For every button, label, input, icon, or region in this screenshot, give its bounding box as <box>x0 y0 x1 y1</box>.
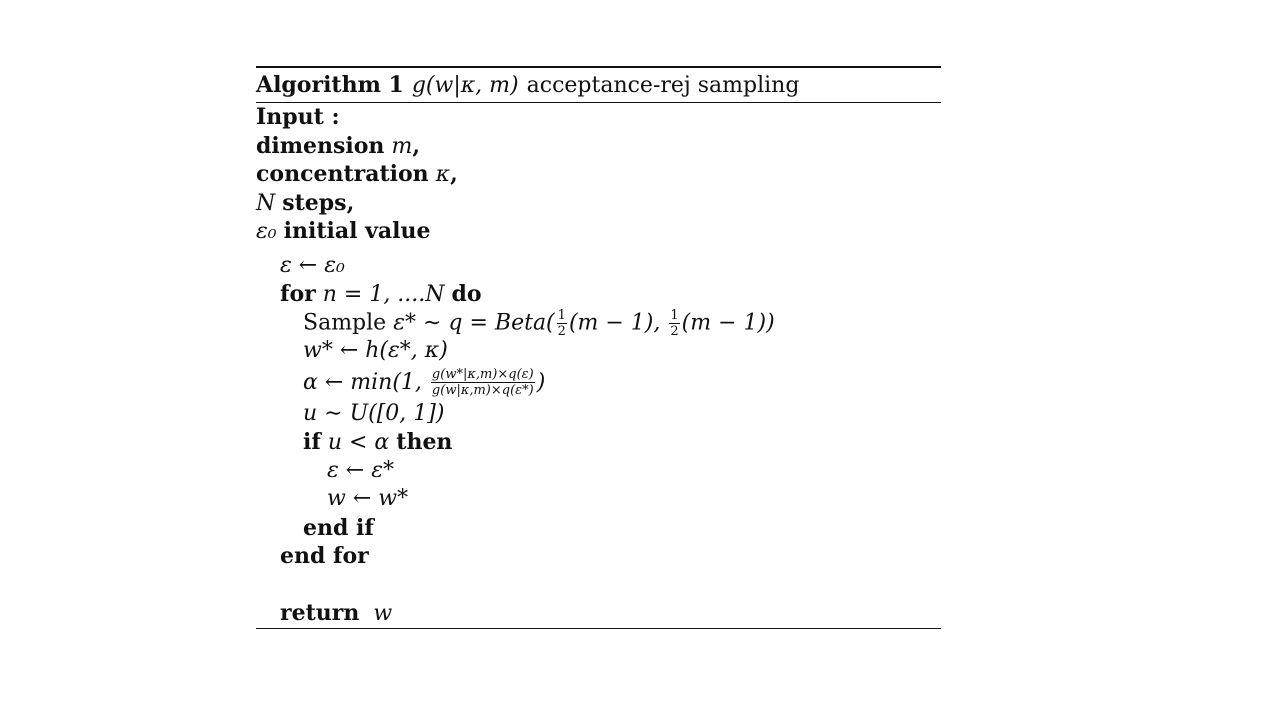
input-keyword: dimension <box>256 132 385 159</box>
half-fraction <box>557 309 567 338</box>
algorithm-label: Algorithm 1 <box>256 72 404 98</box>
half-denominator: 2 <box>557 323 566 339</box>
for-keyword: for <box>280 281 316 307</box>
input-math: κ <box>435 162 451 187</box>
input-math: m <box>391 133 413 159</box>
assign-eps-line: ε ← ε* <box>327 457 395 483</box>
u-draw-line: u ∼ U([0, 1]) <box>303 400 445 426</box>
algorithm-title-math: g(w|κ, m) <box>411 72 519 98</box>
input-keyword: concentration <box>256 161 429 187</box>
input-item-concentration <box>256 160 941 189</box>
input-math: N <box>256 190 276 216</box>
init-step: ε ← ε₀ <box>280 252 345 278</box>
input-item-dimension <box>256 132 941 161</box>
if-keyword: if <box>303 429 321 455</box>
alpha-expr-b: ) <box>536 369 546 395</box>
half-denominator: 2 <box>670 323 679 339</box>
sample-expr-a: ε* ∼ q = Beta( <box>393 310 555 335</box>
input-keyword-after: steps, <box>282 189 355 216</box>
do-keyword: do <box>451 281 482 307</box>
for-line <box>256 280 941 309</box>
sample-word: Sample <box>303 310 387 335</box>
end-for-line: end for <box>280 543 369 569</box>
return-line <box>256 599 941 628</box>
for-condition: n = 1, ....N <box>322 282 445 307</box>
input-keyword-after: , <box>412 132 420 159</box>
sample-expr-b: (m − 1), <box>568 310 661 335</box>
input-heading: Input : <box>256 104 340 130</box>
blank-line <box>256 571 941 600</box>
half-numerator: 1 <box>670 307 679 323</box>
input-keyword-after: , <box>450 161 458 187</box>
sample-line <box>256 309 941 338</box>
half-numerator: 1 <box>557 307 566 323</box>
half-fraction-2 <box>669 309 679 338</box>
alpha-fraction <box>431 368 535 397</box>
if-line <box>256 428 941 457</box>
then-keyword: then <box>396 429 453 455</box>
alpha-numerator: g(w*|κ,m)×q(ε) <box>431 367 534 382</box>
input-keyword-after: initial value <box>283 218 431 244</box>
if-condition: u < α <box>327 430 390 455</box>
alpha-expr-a: α ← min(1, <box>303 369 422 395</box>
algorithm-block <box>256 66 941 629</box>
algorithm-title-text: acceptance-rej sampling <box>526 72 800 98</box>
input-item-steps <box>256 189 941 218</box>
assign-w-line: w ← w* <box>327 486 409 511</box>
alpha-line <box>256 366 941 400</box>
sample-expr-c: (m − 1)) <box>681 310 775 335</box>
w-star-line: w* ← h(ε*, κ) <box>303 338 448 363</box>
algorithm-body <box>256 103 941 628</box>
input-math: ε₀ <box>256 219 277 244</box>
algorithm-caption <box>256 68 941 102</box>
end-if-line: end if <box>303 514 374 541</box>
alpha-denominator: g(w|κ,m)×q(ε*) <box>431 383 534 398</box>
input-item-initial <box>256 217 941 246</box>
return-keyword: return <box>280 600 360 626</box>
return-value: w <box>373 601 393 626</box>
